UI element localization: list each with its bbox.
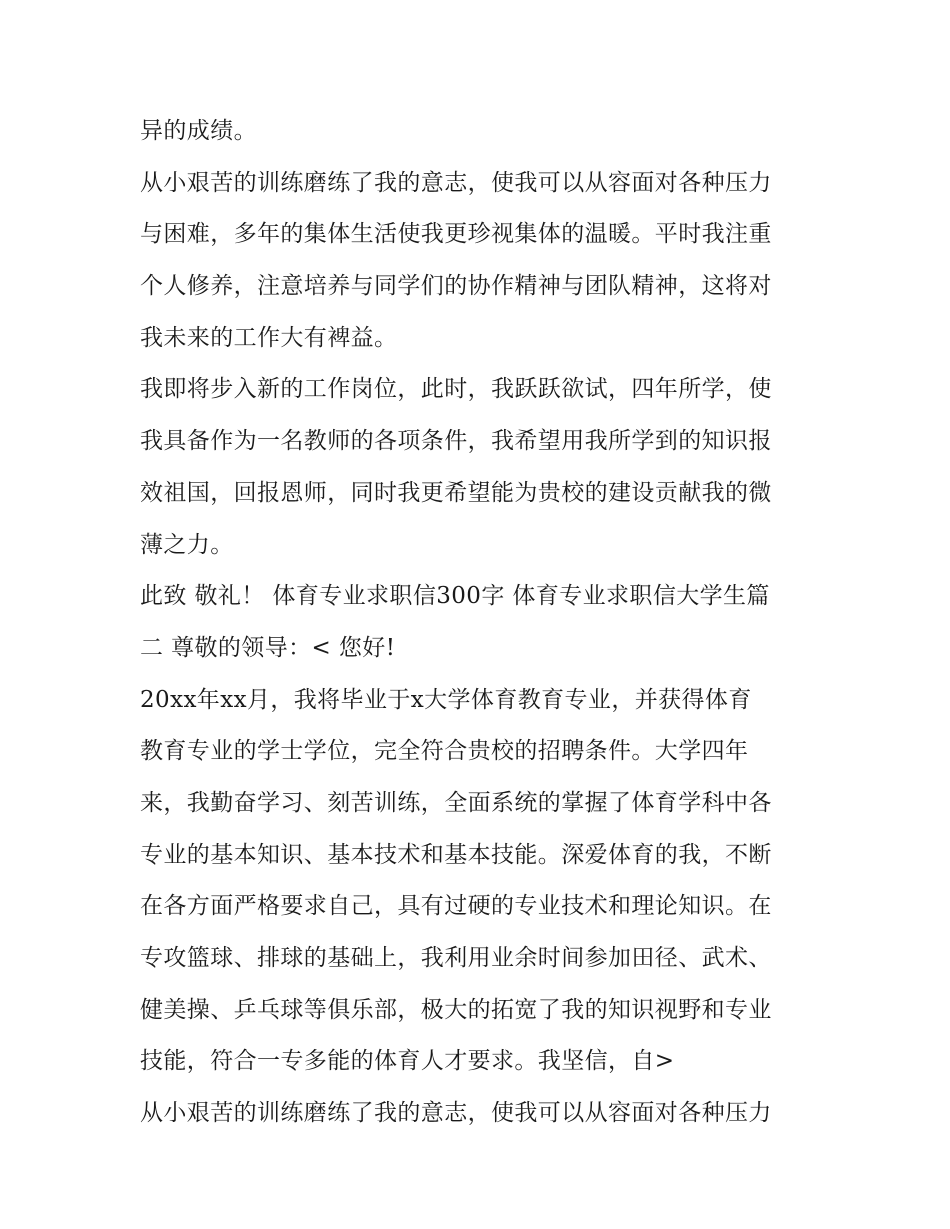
text-line: 效祖国，回报恩师，同时我更希望能为贵校的建设贡献我的微 — [140, 479, 772, 506]
text-line: 来，我勤奋学习、刻苦训练，全面系统的掌握了体育学科中各 — [140, 789, 772, 816]
text-line: 技能，符合一专多能的体育人才要求。我坚信，自> — [140, 1048, 675, 1075]
text-line: 在各方面严格要求自己，具有过硬的专业技术和理论知识。在 — [140, 893, 772, 920]
text-line: 薄之力。 — [140, 531, 234, 558]
text-line: 与困难，多年的集体生活使我更珍视集体的温暖。平时我注重 — [140, 221, 772, 248]
text-line: 专攻篮球、排球的基础上，我利用业余时间参加田径、武术、 — [140, 945, 772, 971]
text-line: 我即将步入新的工作岗位，此时，我跃跃欲试，四年所学，使 — [140, 376, 772, 403]
text-line: 异的成绩。 — [140, 118, 257, 144]
text-line: 二 尊敬的领导：< 您好! — [140, 634, 396, 661]
text-line: 健美操、乒乓球等俱乐部，极大的拓宽了我的知识视野和专业 — [140, 996, 772, 1023]
text-line: 20xx年xx月，我将毕业于x大学体育教育专业，并获得体育 — [140, 686, 752, 713]
text-line: 此致 敬礼！ 体育专业求职信300字 体育专业求职信大学生篇 — [140, 583, 770, 610]
text-line: 我未来的工作大有裨益。 — [140, 324, 398, 351]
text-line: 专业的基本知识、基本技术和基本技能。深爱体育的我，不断 — [140, 841, 772, 868]
text-line: 个人修养，注意培养与同学们的协作精神与团队精神，这将对 — [140, 273, 772, 300]
text-line: 我具备作为一名教师的各项条件，我希望用我所学到的知识报 — [140, 428, 772, 455]
text-line: 教育专业的学士学位，完全符合贵校的招聘条件。大学四年 — [140, 738, 749, 765]
text-line: 从小艰苦的训练磨练了我的意志，使我可以从容面对各种压力 — [140, 1100, 772, 1127]
text-line: 从小艰苦的训练磨练了我的意志，使我可以从容面对各种压力 — [140, 169, 772, 196]
